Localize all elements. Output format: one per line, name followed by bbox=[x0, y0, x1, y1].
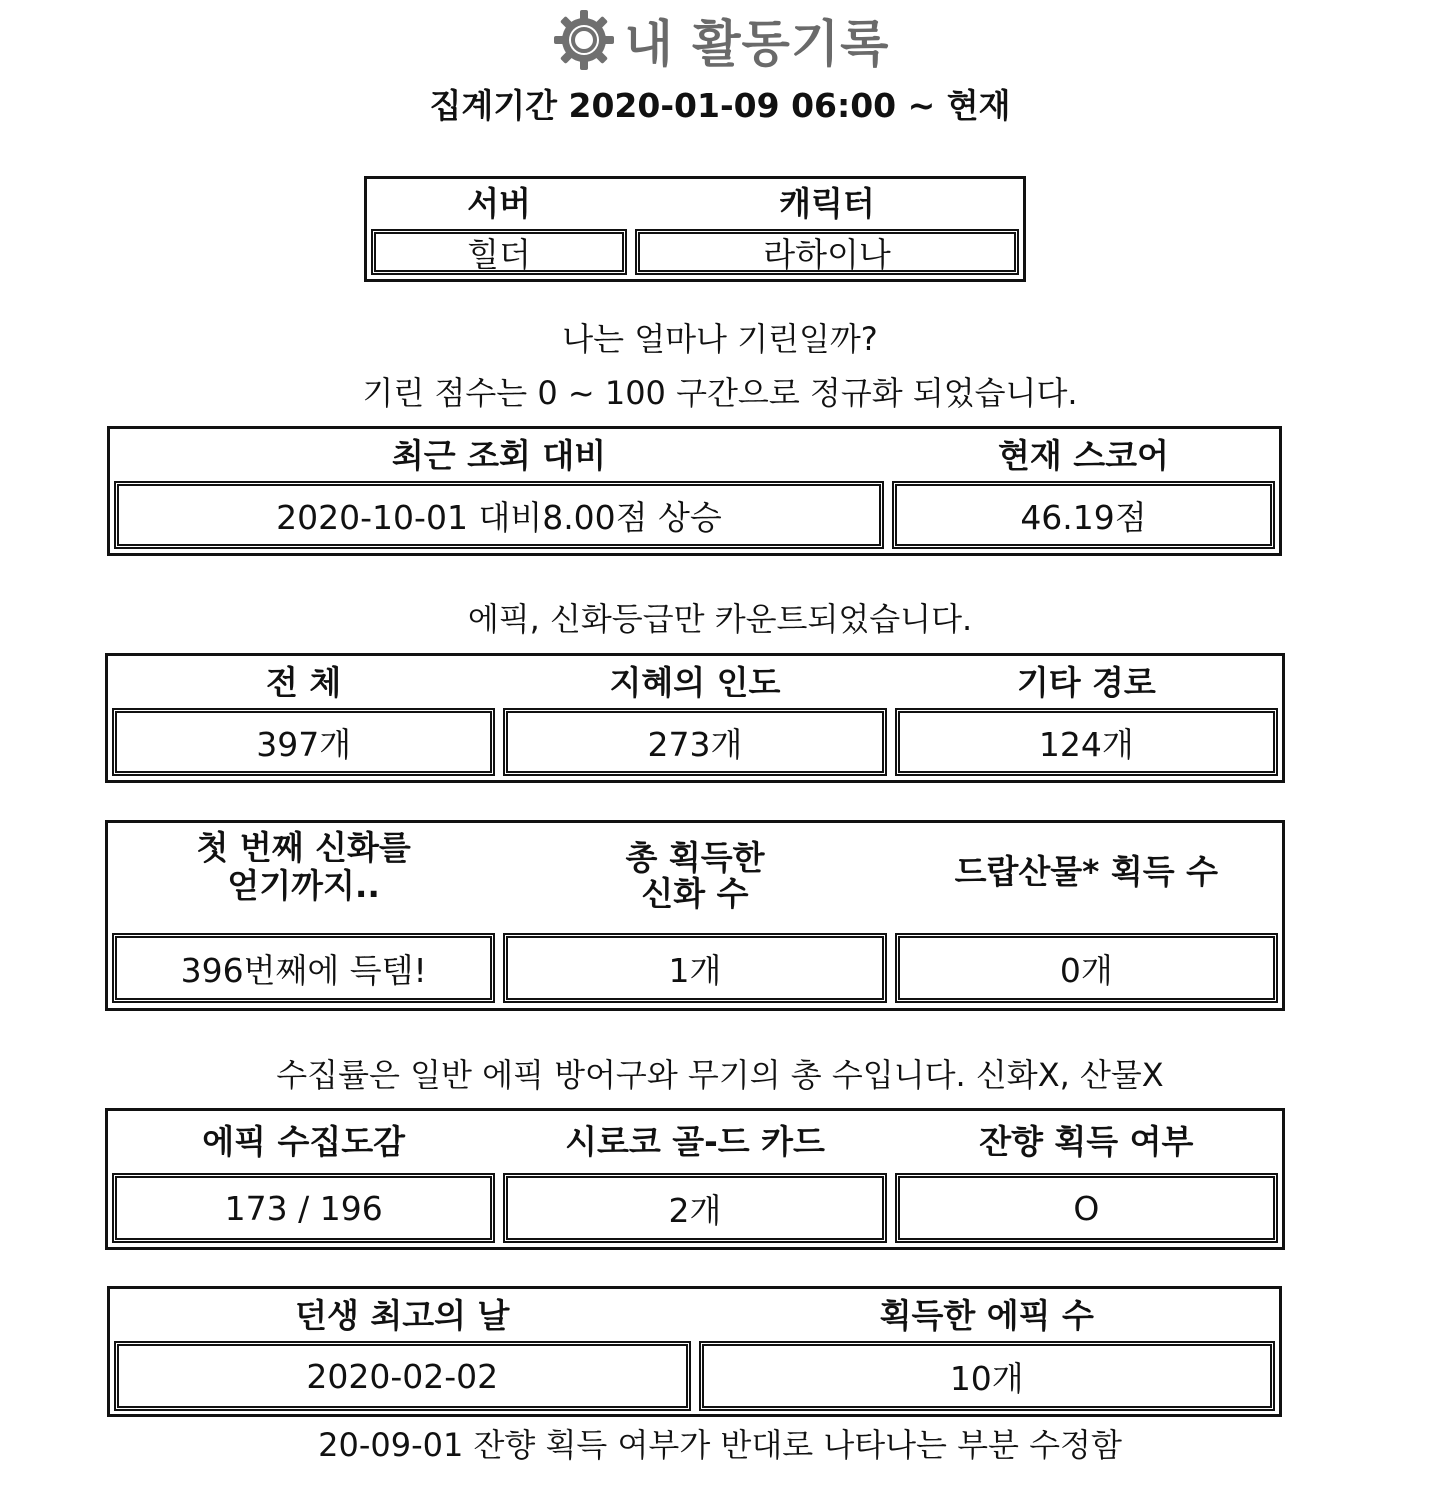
acquisition-count-box bbox=[105, 653, 1285, 783]
total-myth-label-line2: 신화 수 bbox=[641, 874, 749, 913]
server-value: 힐더 bbox=[371, 229, 627, 275]
character-value: 라하이나 bbox=[635, 229, 1019, 275]
epic-count-label: 획득한 에픽 수 bbox=[879, 1296, 1094, 1335]
collection-box bbox=[105, 1108, 1285, 1250]
gold-card-column bbox=[503, 1111, 886, 1247]
server-column bbox=[371, 179, 627, 279]
collection-note: 수집률은 일반 에픽 방어구와 무기의 총 수입니다. 신화X, 산물X bbox=[276, 1056, 1164, 1094]
wisdom-label: 지혜의 인도 bbox=[609, 663, 781, 702]
epic-collection-column bbox=[112, 1111, 495, 1247]
first-myth-label-line2: 얻기까지.. bbox=[227, 866, 380, 905]
epic-collection-value: 173 / 196 bbox=[112, 1173, 495, 1243]
echo-label: 잔향 획득 여부 bbox=[979, 1122, 1194, 1161]
best-day-value: 2020-02-02 bbox=[114, 1341, 691, 1411]
server-character-box bbox=[364, 176, 1026, 282]
best-day-label: 던생 최고의 날 bbox=[295, 1296, 510, 1335]
best-day-box bbox=[107, 1286, 1282, 1417]
myth-box bbox=[105, 820, 1285, 1011]
echo-column bbox=[895, 1111, 1278, 1247]
page-header bbox=[0, 4, 1440, 76]
page-title: 내 활동기록 bbox=[624, 15, 890, 73]
count-note: 에픽, 신화등급만 카운트되었습니다. bbox=[467, 600, 973, 638]
gear-icon bbox=[551, 7, 617, 73]
wisdom-column bbox=[503, 656, 886, 780]
score-box bbox=[107, 426, 1282, 556]
total-myth-label-line1: 총 획득한 bbox=[625, 838, 765, 877]
total-column bbox=[112, 656, 495, 780]
server-label: 서버 bbox=[467, 184, 531, 223]
drop-item-label: 드랍산물* 획득 수 bbox=[954, 852, 1219, 891]
current-score-value: 46.19점 bbox=[892, 481, 1275, 549]
total-value: 397개 bbox=[112, 708, 495, 776]
drop-item-value: 0개 bbox=[895, 933, 1278, 1003]
recent-compare-column bbox=[114, 429, 884, 553]
wisdom-value: 273개 bbox=[503, 708, 886, 776]
current-score-column bbox=[892, 429, 1275, 553]
other-route-column bbox=[895, 656, 1278, 780]
recent-compare-label: 최근 조회 대비 bbox=[391, 436, 607, 475]
total-myth-column bbox=[503, 823, 886, 1008]
total-label: 전 체 bbox=[266, 663, 342, 702]
first-myth-label-line1: 첫 번째 신화를 bbox=[196, 828, 411, 867]
giraffe-normalize-note: 기린 점수는 0 ~ 100 구간으로 정규화 되었습니다. bbox=[362, 374, 1078, 412]
total-myth-value: 1개 bbox=[503, 933, 886, 1003]
other-route-value: 124개 bbox=[895, 708, 1278, 776]
current-score-label: 현재 스코어 bbox=[998, 436, 1169, 475]
epic-count-value: 10개 bbox=[699, 1341, 1276, 1411]
first-myth-column bbox=[112, 823, 495, 1008]
character-column bbox=[635, 179, 1019, 279]
epic-count-column bbox=[699, 1289, 1276, 1414]
other-route-label: 기타 경로 bbox=[1016, 663, 1156, 702]
giraffe-question: 나는 얼마나 기린일까? bbox=[562, 320, 878, 358]
aggregation-period: 집계기간 2020-01-09 06:00 ~ 현재 bbox=[429, 86, 1011, 125]
epic-collection-label: 에픽 수집도감 bbox=[202, 1122, 406, 1161]
echo-value: O bbox=[895, 1173, 1278, 1243]
best-day-column bbox=[114, 1289, 691, 1414]
character-label: 캐릭터 bbox=[779, 184, 875, 223]
gold-card-value: 2개 bbox=[503, 1173, 886, 1243]
gold-card-label: 시로코 골-드 카드 bbox=[565, 1122, 825, 1161]
fix-note: 20-09-01 잔향 획득 여부가 반대로 나타나는 부분 수정함 bbox=[318, 1426, 1122, 1464]
first-myth-value: 396번째에 득템! bbox=[112, 933, 495, 1003]
recent-compare-value: 2020-10-01 대비8.00점 상승 bbox=[114, 481, 884, 549]
drop-item-column bbox=[895, 823, 1278, 1008]
